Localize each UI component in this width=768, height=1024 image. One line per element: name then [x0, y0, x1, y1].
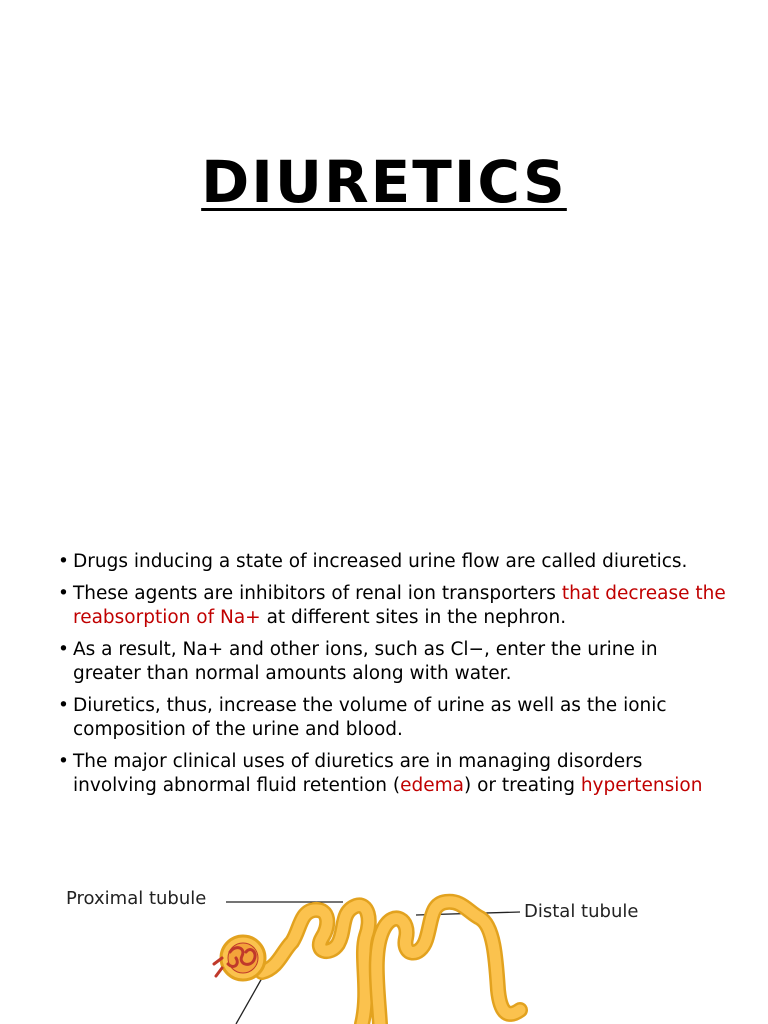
- bullet-text: These agents are inhibitors of renal ion transporters: [73, 583, 562, 604]
- highlighted-text: edema: [400, 775, 464, 796]
- highlighted-text: hypertension: [580, 775, 703, 796]
- leader-line-lower: [236, 978, 262, 1024]
- bullet-dot: •: [58, 639, 69, 660]
- title-text: DIURETICS: [201, 148, 567, 216]
- bullet-item: [58, 582, 730, 630]
- nephron-illustration: [0, 860, 768, 1024]
- bullet-text: Drugs inducing a state of increased urine flow are called diuretics.: [73, 551, 688, 572]
- bullet-text: As a result, Na+ and other ions, such as Cl−, enter the urine in greater than normal amounts along with water.: [73, 639, 658, 684]
- bullet-text: ) or treating: [464, 775, 581, 796]
- nephron-diagram: [0, 860, 768, 1024]
- bullet-text: Diuretics, thus, increase the volume of urine as well as the ionic composition of the urine and blood.: [73, 695, 667, 740]
- bullet-dot: •: [58, 695, 69, 716]
- bullet-text: at different sites in the nephron.: [260, 607, 567, 628]
- bullet-list: [58, 550, 730, 806]
- bullet-item: [58, 638, 730, 686]
- bullet-dot: •: [58, 551, 69, 572]
- page-title: [0, 146, 768, 218]
- bullet-item: [58, 550, 730, 574]
- highlighted-text: that decrease the reabsorption of Na+: [73, 583, 726, 628]
- glomerulus: [214, 936, 265, 980]
- bullet-item: [58, 694, 730, 742]
- bullet-item: [58, 750, 730, 798]
- distal-tubule-fill: [377, 902, 520, 1024]
- bullet-dot: •: [58, 583, 69, 604]
- bullet-text: The major clinical uses of diuretics are in managing disorders involving abnormal fluid retention (: [73, 751, 643, 796]
- proximal-tubule-fill: [262, 905, 369, 1024]
- label-proximal-tubule: Proximal tubule: [66, 888, 207, 909]
- tubule-shape: [262, 902, 520, 1024]
- label-distal-tubule: Distal tubule: [524, 901, 639, 922]
- bullet-dot: •: [58, 751, 69, 772]
